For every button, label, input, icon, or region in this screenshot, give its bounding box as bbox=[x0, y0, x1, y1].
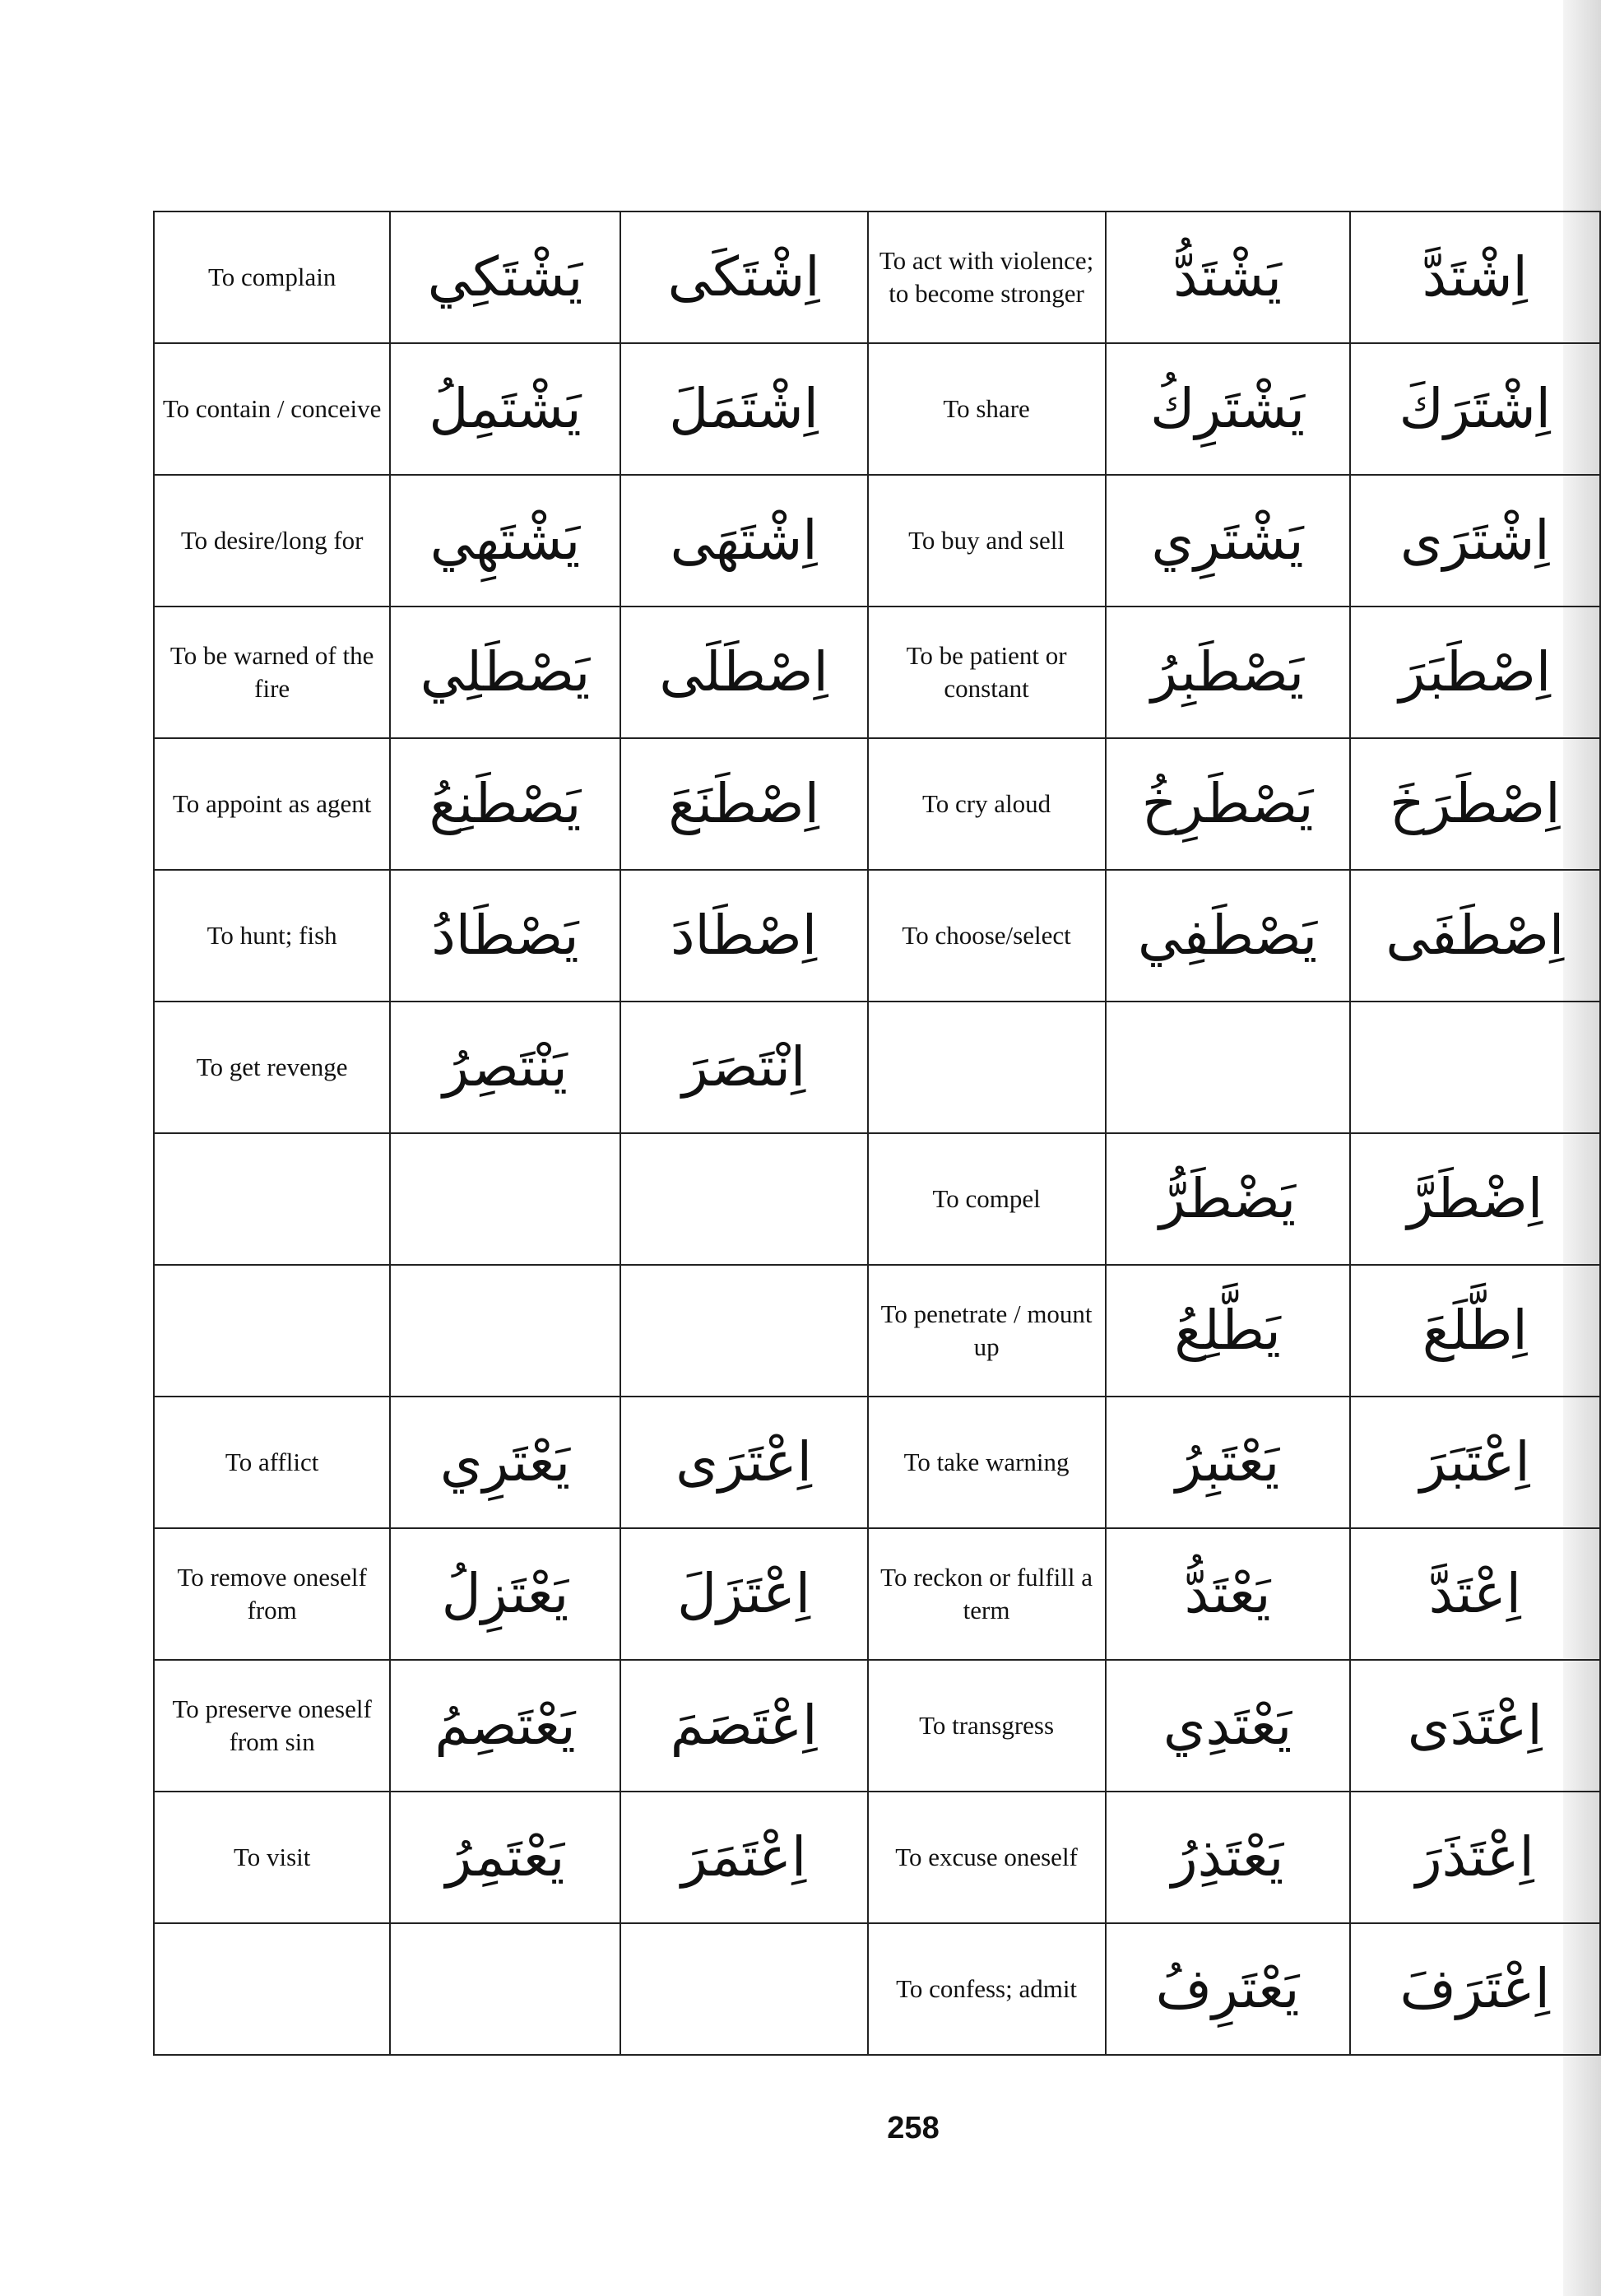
perfect-verb-cell: اِعْتَدَى bbox=[1350, 1660, 1600, 1792]
imperfect-verb-cell: يَصْطَفِي bbox=[1106, 870, 1350, 1002]
table-row bbox=[154, 1923, 1600, 2055]
meaning-cell: To complain bbox=[154, 211, 390, 343]
meaning-cell bbox=[868, 1002, 1106, 1133]
perfect-verb-cell: اِعْتَرَى bbox=[620, 1397, 868, 1528]
perfect-verb-cell: اِشْتَكَى bbox=[620, 211, 868, 343]
imperfect-verb-cell bbox=[390, 1923, 620, 2055]
perfect-verb-cell: اِعْتَزَلَ bbox=[620, 1528, 868, 1660]
imperfect-verb-cell: يَعْتَذِرُ bbox=[1106, 1792, 1350, 1923]
meaning-cell: To preserve oneself from sin bbox=[154, 1660, 390, 1792]
perfect-verb-cell: اِشْتَرَى bbox=[1350, 475, 1600, 607]
perfect-verb-cell: اِعْتَمَرَ bbox=[620, 1792, 868, 1923]
imperfect-verb-cell: يَعْتَزِلُ bbox=[390, 1528, 620, 1660]
page-number: 258 bbox=[887, 2111, 940, 2145]
imperfect-verb-cell: يَصْطَنِعُ bbox=[390, 738, 620, 870]
table-row bbox=[154, 475, 1600, 607]
imperfect-verb-cell: يَصْطَرِخُ bbox=[1106, 738, 1350, 870]
imperfect-verb-cell: يَشْتَكِي bbox=[390, 211, 620, 343]
perfect-verb-cell: اِصْطَلَى bbox=[620, 607, 868, 738]
perfect-verb-cell: اِعْتَدَّ bbox=[1350, 1528, 1600, 1660]
table-row bbox=[154, 1133, 1600, 1265]
perfect-verb-cell: اِصْطَنَعَ bbox=[620, 738, 868, 870]
perfect-verb-cell: اِشْتَمَلَ bbox=[620, 343, 868, 475]
imperfect-verb-cell bbox=[390, 1265, 620, 1397]
imperfect-verb-cell bbox=[1106, 1002, 1350, 1133]
meaning-cell: To reckon or fulfill a term bbox=[868, 1528, 1106, 1660]
meaning-cell: To visit bbox=[154, 1792, 390, 1923]
meaning-cell: To remove oneself from bbox=[154, 1528, 390, 1660]
table-row bbox=[154, 1002, 1600, 1133]
meaning-cell: To share bbox=[868, 343, 1106, 475]
perfect-verb-cell bbox=[1350, 1002, 1600, 1133]
table-row bbox=[154, 870, 1600, 1002]
meaning-cell bbox=[154, 1265, 390, 1397]
perfect-verb-cell: اِنْتَصَرَ bbox=[620, 1002, 868, 1133]
table-row bbox=[154, 1397, 1600, 1528]
meaning-cell: To take warning bbox=[868, 1397, 1106, 1528]
imperfect-verb-cell: يَعْتَرِفُ bbox=[1106, 1923, 1350, 2055]
meaning-cell: To afflict bbox=[154, 1397, 390, 1528]
meaning-cell bbox=[154, 1133, 390, 1265]
imperfect-verb-cell: يَضْطَرُّ bbox=[1106, 1133, 1350, 1265]
imperfect-verb-cell: يَصْطَادُ bbox=[390, 870, 620, 1002]
imperfect-verb-cell: يَعْتَدُّ bbox=[1106, 1528, 1350, 1660]
meaning-cell: To get revenge bbox=[154, 1002, 390, 1133]
imperfect-verb-cell: يَعْتَمِرُ bbox=[390, 1792, 620, 1923]
meaning-cell: To buy and sell bbox=[868, 475, 1106, 607]
perfect-verb-cell bbox=[620, 1265, 868, 1397]
perfect-verb-cell: اِصْطَفَى bbox=[1350, 870, 1600, 1002]
imperfect-verb-cell: يَشْتَرِي bbox=[1106, 475, 1350, 607]
imperfect-verb-cell: يَطَّلِعُ bbox=[1106, 1265, 1350, 1397]
meaning-cell: To be warned of the fire bbox=[154, 607, 390, 738]
table-row bbox=[154, 1792, 1600, 1923]
meaning-cell: To contain / conceive bbox=[154, 343, 390, 475]
meaning-cell: To confess; admit bbox=[868, 1923, 1106, 2055]
verb-table-body bbox=[154, 211, 1600, 2055]
perfect-verb-cell: اِشْتَدَّ bbox=[1350, 211, 1600, 343]
imperfect-verb-cell: يَصْطَبِرُ bbox=[1106, 607, 1350, 738]
perfect-verb-cell: اِشْتَهَى bbox=[620, 475, 868, 607]
imperfect-verb-cell: يَشْتَدُّ bbox=[1106, 211, 1350, 343]
meaning-cell: To cry aloud bbox=[868, 738, 1106, 870]
perfect-verb-cell bbox=[620, 1133, 868, 1265]
imperfect-verb-cell: يَعْتَدِي bbox=[1106, 1660, 1350, 1792]
perfect-verb-cell: اِصْطَبَرَ bbox=[1350, 607, 1600, 738]
table-row bbox=[154, 607, 1600, 738]
table-row bbox=[154, 343, 1600, 475]
perfect-verb-cell: اِعْتَصَمَ bbox=[620, 1660, 868, 1792]
meaning-cell: To excuse oneself bbox=[868, 1792, 1106, 1923]
imperfect-verb-cell: يَصْطَلِي bbox=[390, 607, 620, 738]
perfect-verb-cell: اِعْتَرَفَ bbox=[1350, 1923, 1600, 2055]
table-row bbox=[154, 1265, 1600, 1397]
perfect-verb-cell: اِطَّلَعَ bbox=[1350, 1265, 1600, 1397]
meaning-cell: To be patient or constant bbox=[868, 607, 1106, 738]
imperfect-verb-cell: يَشْتَمِلُ bbox=[390, 343, 620, 475]
perfect-verb-cell: اِشْتَرَكَ bbox=[1350, 343, 1600, 475]
perfect-verb-cell: اِعْتَبَرَ bbox=[1350, 1397, 1600, 1528]
meaning-cell: To hunt; fish bbox=[154, 870, 390, 1002]
table-row bbox=[154, 738, 1600, 870]
imperfect-verb-cell: يَعْتَصِمُ bbox=[390, 1660, 620, 1792]
meaning-cell: To transgress bbox=[868, 1660, 1106, 1792]
table-row bbox=[154, 211, 1600, 343]
perfect-verb-cell: اِضْطَرَّ bbox=[1350, 1133, 1600, 1265]
verb-table bbox=[153, 211, 1601, 2056]
imperfect-verb-cell: يَعْتَرِي bbox=[390, 1397, 620, 1528]
meaning-cell: To choose/select bbox=[868, 870, 1106, 1002]
imperfect-verb-cell bbox=[390, 1133, 620, 1265]
perfect-verb-cell: اِصْطَادَ bbox=[620, 870, 868, 1002]
table-row bbox=[154, 1660, 1600, 1792]
perfect-verb-cell: اِعْتَذَرَ bbox=[1350, 1792, 1600, 1923]
meaning-cell: To compel bbox=[868, 1133, 1106, 1265]
imperfect-verb-cell: يَشْتَهِي bbox=[390, 475, 620, 607]
imperfect-verb-cell: يَشْتَرِكُ bbox=[1106, 343, 1350, 475]
meaning-cell: To penetrate / mount up bbox=[868, 1265, 1106, 1397]
imperfect-verb-cell: يَعْتَبِرُ bbox=[1106, 1397, 1350, 1528]
perfect-verb-cell: اِصْطَرَخَ bbox=[1350, 738, 1600, 870]
meaning-cell bbox=[154, 1923, 390, 2055]
imperfect-verb-cell: يَنْتَصِرُ bbox=[390, 1002, 620, 1133]
perfect-verb-cell bbox=[620, 1923, 868, 2055]
meaning-cell: To appoint as agent bbox=[154, 738, 390, 870]
meaning-cell: To desire/long for bbox=[154, 475, 390, 607]
table-row bbox=[154, 1528, 1600, 1660]
meaning-cell: To act with violence; to become stronger bbox=[868, 211, 1106, 343]
